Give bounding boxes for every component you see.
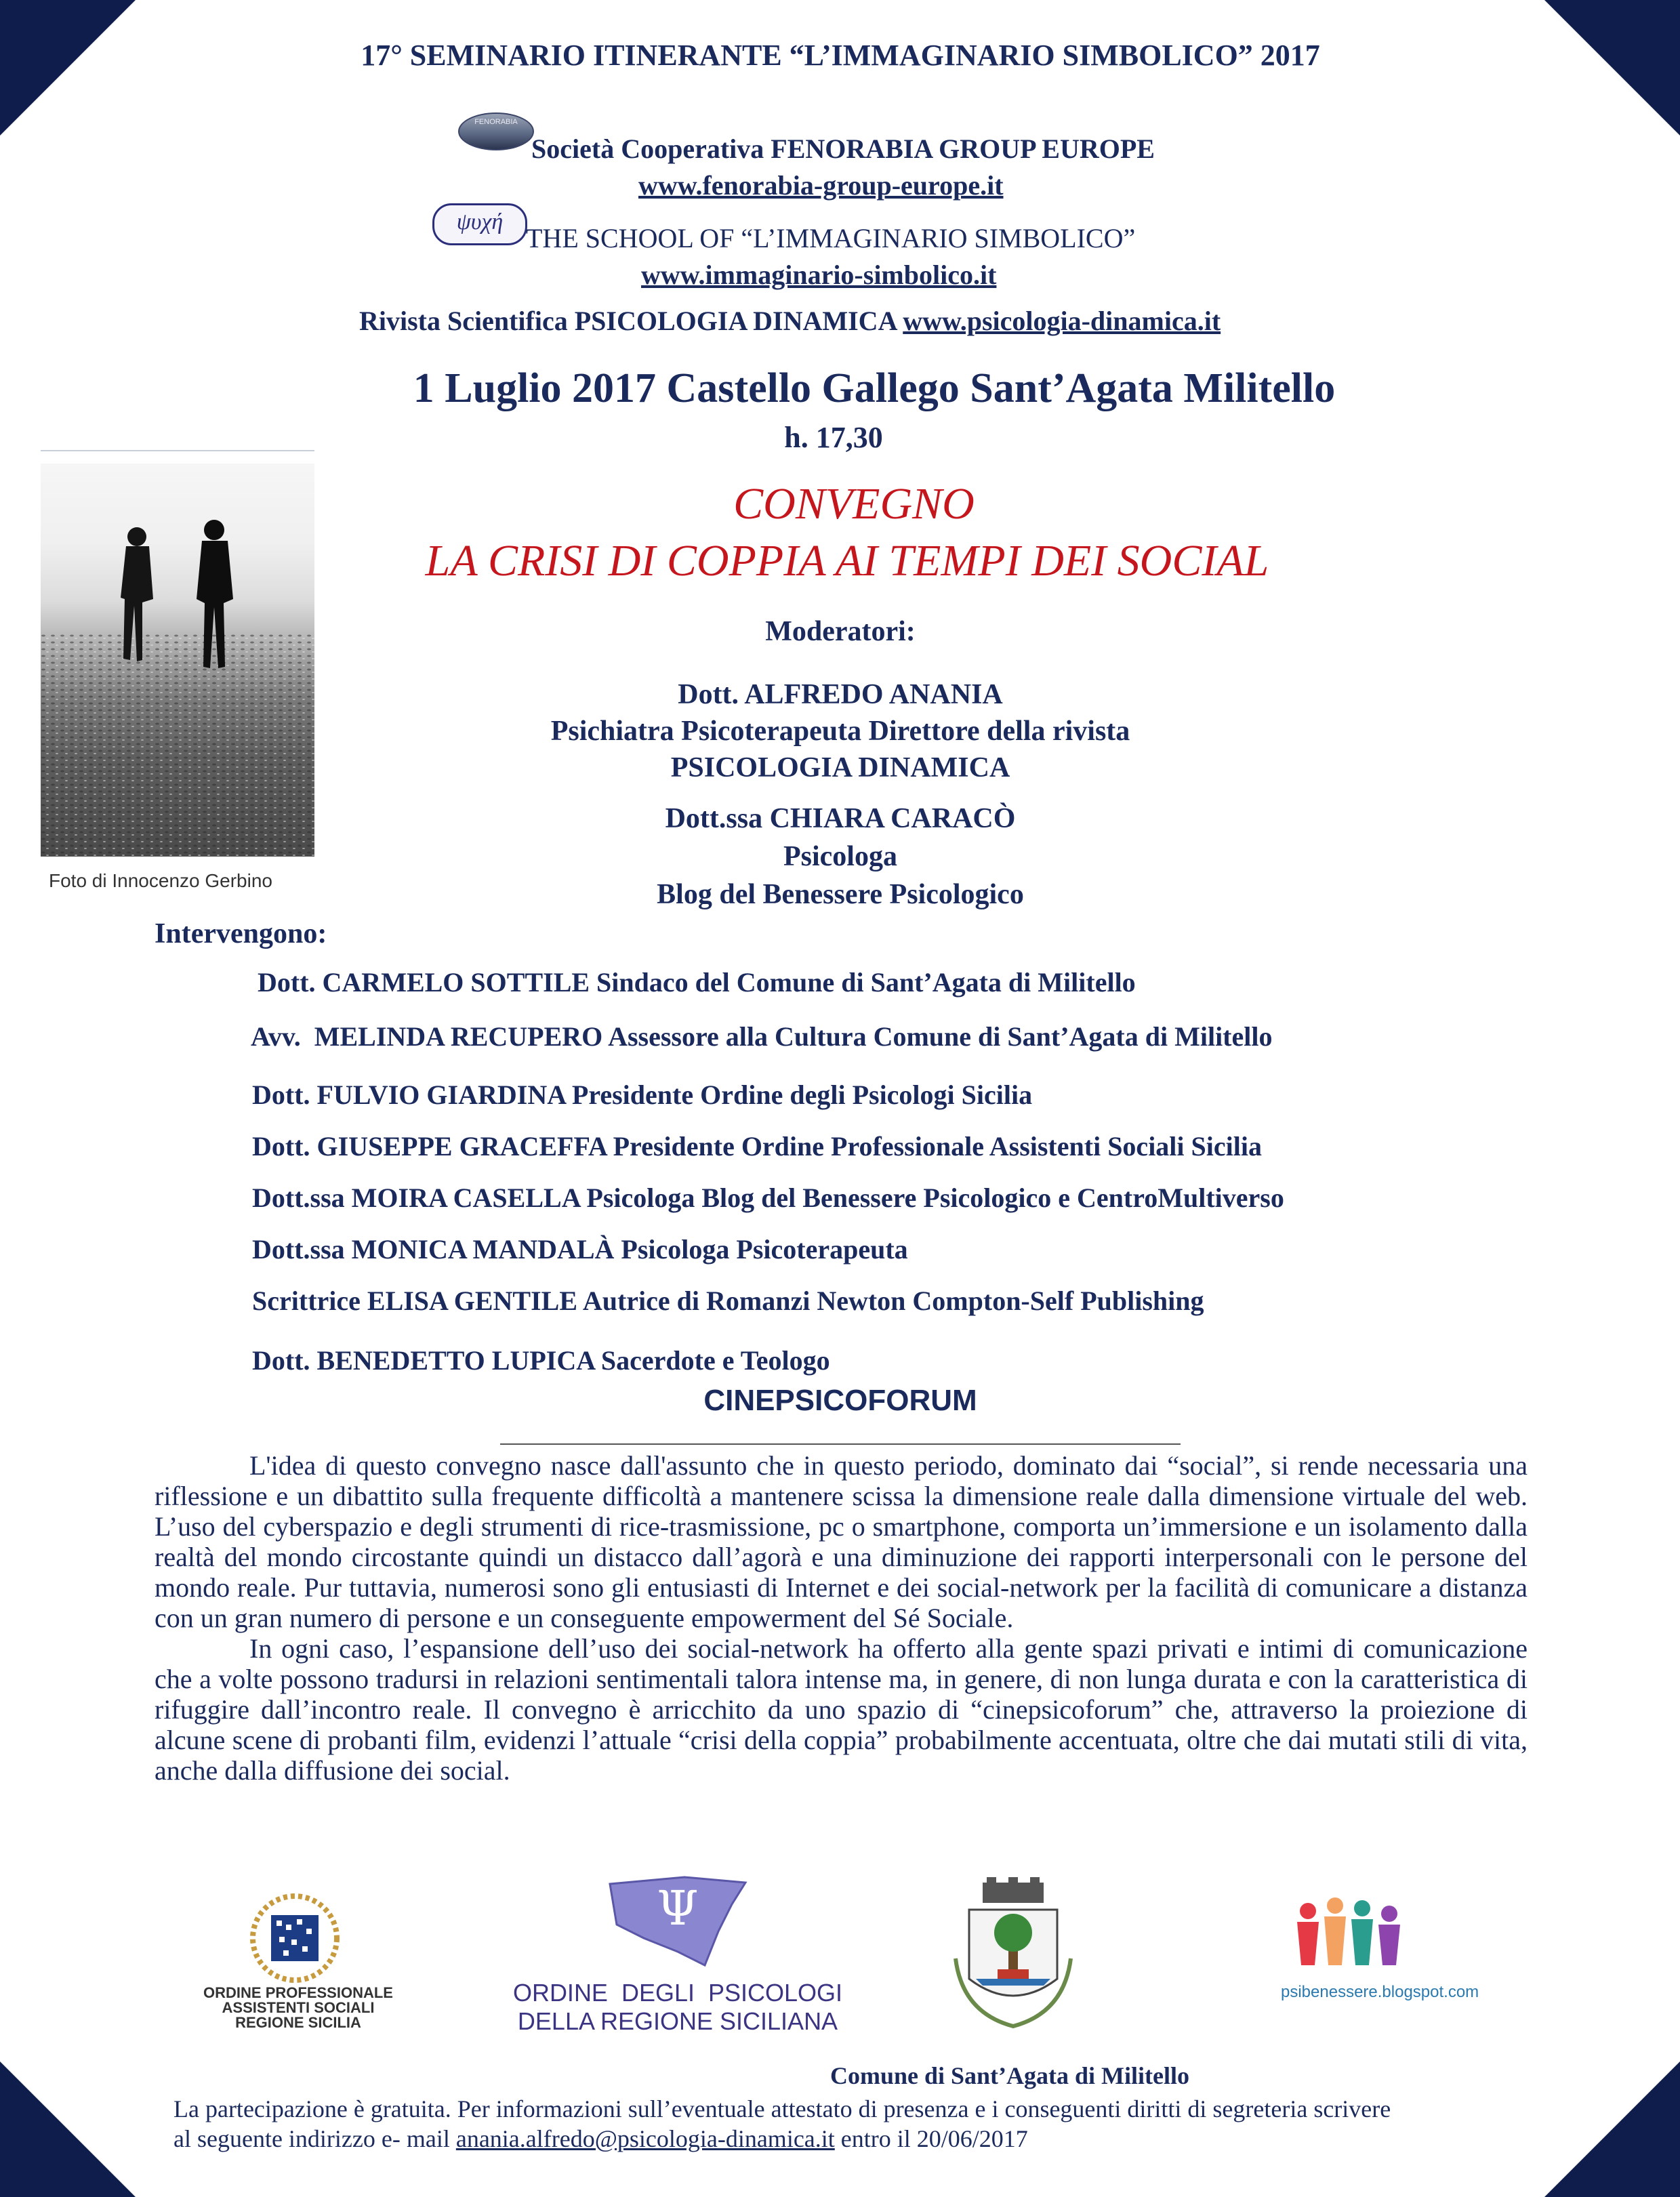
- comune-crest-icon: [935, 1877, 1091, 2040]
- event-title: LA CRISI DI COPPIA AI TEMPI DEI SOCIAL: [425, 536, 1269, 586]
- body-paragraph-1: L'idea di questo convegno nasce dall'assunto che in questo periodo, dominato dai “social”, si rende necessaria una riflessione e un dibattito sulla frequente difficoltà a mantenere scissa la dimensione reale dalla dimensione virtuale del web. L’uso del cyberspazio e degli strumenti di rice-trasmissione, pc o smartphone, comporta un’immersione e un isolamento dalla realtà del mondo circostante quindi un distacco dall’agorà e una diminuzione dei rapporti interpersonali con le persone del mondo reale. Pur tuttavia, numerosi sono gli entusiasti di Internet e dei social-network per la facilità di comunicare a distanza con un gran numero di persone e un conseguente empowerment del Sé Sociale.: [155, 1450, 1528, 1633]
- corner-bottom-left: [0, 2061, 136, 2197]
- journal-label: Rivista Scientifica PSICOLOGIA DINAMICA: [359, 306, 897, 336]
- assistenti-line-3: REGIONE SICILIA: [235, 2014, 361, 2031]
- event-kind: CONVEGNO: [733, 479, 975, 529]
- body-text: [155, 1450, 1528, 1786]
- assistenti-sociali-logo: [169, 1891, 427, 2031]
- photo-divider: [41, 450, 314, 451]
- speaker-1: Dott. CARMELO SOTTILE Sindaco del Comune di Sant’Agata di Militello: [258, 967, 1136, 998]
- moderators-heading: Moderatori:: [765, 616, 916, 647]
- section-divider: [500, 1443, 1181, 1445]
- speaker-5: Dott.ssa MOIRA CASELLA Psicologa Blog del Benessere Psicologico e CentroMultiverso: [252, 1183, 1284, 1213]
- coop-name: Società Cooperativa FENORABIA GROUP EUROPE: [531, 134, 1155, 164]
- footer-line-1: La partecipazione è gratuita. Per informazioni sull’eventuale attestato di presenza e i conseguenti diritti di segreteria scrivere: [173, 2095, 1391, 2122]
- assistenti-line-1: ORDINE PROFESSIONALE: [203, 1984, 393, 2001]
- moderator-2-name: Dott.ssa CHIARA CARACÒ: [665, 803, 1016, 834]
- corner-bottom-right: [1544, 2061, 1680, 2197]
- ordine-psicologi-logo: [501, 1870, 854, 2033]
- event-date-place: 1 Luglio 2017 Castello Gallego Sant’Agata Militello: [413, 365, 1336, 411]
- speaker-7: Scrittrice ELISA GENTILE Autrice di Romanzi Newton Compton-Self Publishing: [252, 1286, 1204, 1316]
- speaker-8: Dott. BENEDETTO LUPICA Sacerdote e Teologo: [252, 1345, 830, 1376]
- journal-line: [359, 305, 1221, 337]
- contact-email-link[interactable]: anania.alfredo@psicologia-dinamica.it: [455, 2125, 835, 2152]
- blog-logo: [1281, 1891, 1525, 2026]
- assistenti-emblem-icon: [244, 1891, 346, 1986]
- moderator-1-role: Psichiatra Psicoterapeuta Direttore della rivista: [550, 716, 1130, 747]
- seminar-title: 17° SEMINARIO ITINERANTE “L’IMMAGINARIO SIMBOLICO” 2017: [361, 39, 1320, 72]
- footer-line-2: [173, 2124, 1529, 2154]
- sicily-map-icon: [603, 1870, 752, 1972]
- footer-line-2-prefix: al seguente indirizzo e- mail: [173, 2125, 456, 2152]
- moderator-1: [407, 676, 1274, 786]
- moderator-2-blog: Blog del Benessere Psicologico: [657, 879, 1024, 910]
- psi-symbol: Ψ: [657, 1881, 699, 1936]
- coop-link[interactable]: www.fenorabia-group-europe.it: [638, 170, 1004, 201]
- comune-crest: [935, 1877, 1091, 2040]
- school-link[interactable]: www.immaginario-simbolico.it: [641, 260, 997, 290]
- blog-url[interactable]: psibenessere.blogspot.com: [1281, 1983, 1479, 2001]
- fenorabia-logo-text: FENORABIA: [474, 118, 518, 126]
- psyche-logo-text: ψυχή: [456, 209, 504, 234]
- moderator-2: [407, 800, 1274, 913]
- assistenti-line-2: ASSISTENTI SOCIALI: [222, 1999, 375, 2016]
- couple-silhouette: [41, 464, 314, 857]
- psyche-logo: [432, 203, 527, 245]
- corner-top-left: [0, 0, 136, 136]
- event-time: h. 17,30: [784, 421, 883, 454]
- moderator-1-journal: PSICOLOGIA DINAMICA: [670, 752, 1010, 783]
- speakers-heading: Intervengono:: [155, 918, 327, 949]
- footer-line-2-suffix: entro il 20/06/2017: [834, 2125, 1028, 2152]
- speaker-4: Dott. GIUSEPPE GRACEFFA Presidente Ordine Professionale Assistenti Sociali Sicilia: [252, 1131, 1262, 1162]
- people-figures-icon: [1288, 1891, 1410, 1979]
- journal-link[interactable]: www.psicologia-dinamica.it: [903, 306, 1221, 336]
- photo-caption: Foto di Innocenzo Gerbino: [49, 870, 272, 891]
- speaker-6: Dott.ssa MONICA MANDALÀ Psicologa Psicoterapeuta: [252, 1234, 908, 1265]
- moderator-1-name: Dott. ALFREDO ANANIA: [678, 679, 1003, 710]
- fenorabia-logo: [458, 112, 534, 150]
- psicologi-line-2: DELLA REGIONE SICILIANA: [517, 2007, 838, 2035]
- school-name: THE SCHOOL OF “L’IMMAGINARIO SIMBOLICO”: [526, 223, 1136, 253]
- cinepsicoforum: CINEPSICOFORUM: [703, 1384, 977, 1417]
- footer: [173, 2094, 1529, 2154]
- body-paragraph-2: In ogni caso, l’espansione dell’uso dei social-network ha offerto alla gente spazi privati e intimi di comunicazione che a volte possono tradursi in relazioni sentimentali talora intense ma, in genere, di non lunga durata e con la caratteristica di rifuggire dall’incontro reale. Il convegno è arricchito da uno spazio di “cinepsicoforum” che, attraverso la proiezione di alcune scene di probanti film, evidenzi l’attuale “crisi della coppia” probabilmente accentuata, oltre che dai mutati stili di vita, anche dalla diffusione dei social.: [155, 1633, 1528, 1786]
- comune-label: Comune di Sant’Agata di Militello: [829, 2062, 1189, 2089]
- couple-photo: [41, 464, 314, 857]
- psicologi-line-1: ORDINE DEGLI PSICOLOGI: [512, 1979, 843, 2007]
- moderator-2-role: Psicologa: [783, 841, 897, 872]
- speaker-3: Dott. FULVIO GIARDINA Presidente Ordine degli Psicologi Sicilia: [252, 1080, 1033, 1110]
- speaker-2: Avv. MELINDA RECUPERO Assessore alla Cultura Comune di Sant’Agata di Militello: [251, 1021, 1273, 1052]
- corner-top-right: [1544, 0, 1680, 136]
